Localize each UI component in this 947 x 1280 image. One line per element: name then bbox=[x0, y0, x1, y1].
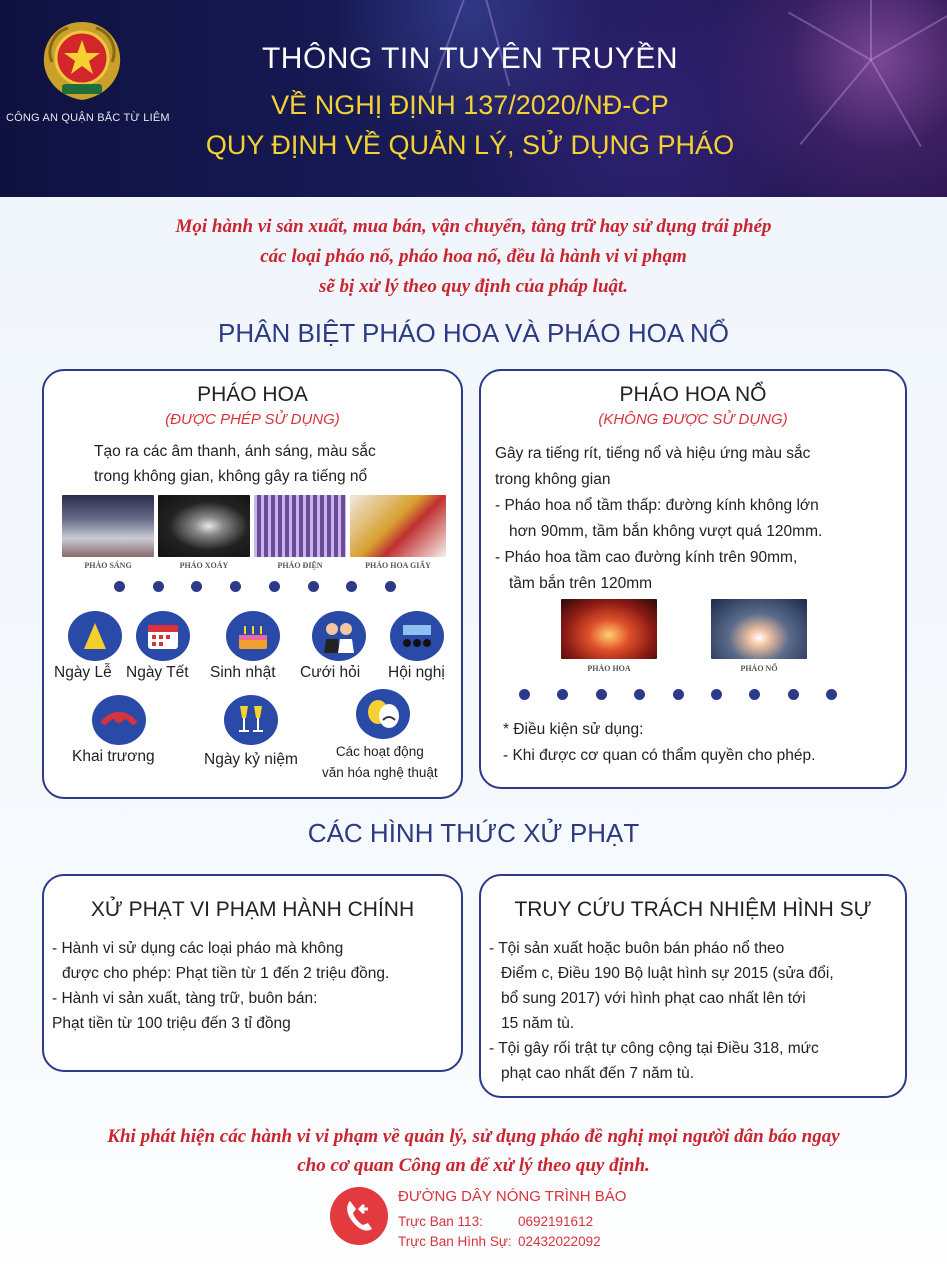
body-line: - Hành vi sản xuất, tàng trữ, buôn bán: bbox=[52, 990, 318, 1007]
panel-title: PHÁO HOA bbox=[197, 383, 308, 406]
panel-subtitle: (ĐƯỢC PHÉP SỬ DỤNG) bbox=[165, 411, 340, 428]
fireworks-photo bbox=[561, 599, 657, 659]
panel-title: PHÁO HOA NỔ bbox=[619, 383, 767, 406]
occasion-label: Ngày Tết bbox=[126, 664, 189, 681]
fireworks-allowed-panel bbox=[42, 369, 463, 799]
panel-description bbox=[495, 441, 822, 597]
photo-caption: PHÁO NỔ bbox=[740, 664, 778, 673]
sparkler-photo bbox=[62, 495, 154, 557]
page-subtitle-decree: VỀ NGHỊ ĐỊNH 137/2020/NĐ-CP bbox=[271, 90, 669, 120]
description-line: Gây ra tiếng rít, tiếng nổ và hiệu ứng màu sắc bbox=[495, 445, 811, 462]
body-line: - Tội gây rối trật tự công cộng tại Điều 318, mức bbox=[489, 1040, 819, 1057]
hotline-label: Trực Ban Hình Sự: bbox=[398, 1234, 512, 1249]
conditions-text: - Khi được cơ quan có thẩm quyền cho phép. bbox=[503, 747, 816, 764]
occasion-label: Cưới hỏi bbox=[300, 664, 361, 681]
body-line: 15 năm tù. bbox=[501, 1015, 575, 1032]
intro-line: Mọi hành vi sản xuất, mua bán, vận chuyển, tàng trữ hay sử dụng trái phép bbox=[175, 216, 772, 237]
panel-title: XỬ PHẠT VI PHẠM HÀNH CHÍNH bbox=[90, 898, 415, 921]
body-line: được cho phép: Phạt tiền từ 1 đến 2 triệu đồng. bbox=[62, 965, 390, 982]
occasion-label: Khai trương bbox=[72, 748, 155, 765]
electric-firework-photo bbox=[254, 495, 346, 557]
phone-hotline-icon bbox=[330, 1187, 388, 1245]
photo-caption: PHÁO HOA bbox=[587, 664, 631, 673]
occasion-label-line: Các hoạt động bbox=[335, 744, 424, 759]
photo-caption: PHÁO HOA GIẤY bbox=[365, 561, 431, 570]
body-line: - Tội sản xuất hoặc buôn bán pháo nổ theo bbox=[489, 940, 785, 957]
page-subtitle-scope: QUY ĐỊNH VỀ QUẢN LÝ, SỬ DỤNG PHÁO bbox=[205, 130, 735, 160]
holiday-icon bbox=[68, 611, 122, 661]
body-line: Điểm c, Điều 190 Bộ luật hình sự 2015 (sửa đổi, bbox=[501, 965, 834, 982]
cta-line: cho cơ quan Công an để xử lý theo quy định. bbox=[297, 1155, 650, 1176]
occasion-label: Ngày Lễ bbox=[54, 664, 112, 681]
paper-firework-photo bbox=[350, 495, 446, 557]
calendar-icon bbox=[136, 611, 190, 661]
body-line: phạt cao nhất đến 7 năm tù. bbox=[501, 1065, 695, 1082]
description-line: trong không gian bbox=[495, 471, 611, 488]
body-line: - Hành vi sử dụng các loại pháo mà không bbox=[52, 940, 344, 957]
report-call-to-action bbox=[20, 1122, 927, 1180]
divider-dots bbox=[519, 689, 837, 700]
panel-title: TRUY CỨU TRÁCH NHIỆM HÌNH SỰ bbox=[514, 898, 872, 921]
intro-line: các loại pháo nổ, pháo hoa nổ, đều là hành vi vi phạm bbox=[260, 246, 687, 267]
description-line: hơn 90mm, tầm bắn không vượt quá 120mm. bbox=[509, 523, 823, 540]
administrative-penalty-panel bbox=[42, 874, 463, 1072]
photo-caption: PHÁO SÁNG bbox=[84, 561, 132, 570]
hotline-label: Trực Ban 113: bbox=[398, 1214, 483, 1229]
intro-warning bbox=[60, 212, 887, 302]
panel-body bbox=[52, 936, 389, 1036]
panel-subtitle: (KHÔNG ĐƯỢC SỬ DỤNG) bbox=[598, 411, 788, 428]
panel-description bbox=[94, 439, 376, 489]
occasion-label-culture bbox=[322, 741, 438, 783]
hotline-number[interactable]: 0692191612 bbox=[518, 1214, 594, 1229]
description-line: Tạo ra các âm thanh, ánh sáng, màu sắc bbox=[94, 443, 376, 460]
firecracker-photo bbox=[711, 599, 807, 659]
explosive-fireworks-panel bbox=[479, 369, 907, 789]
description-line: tầm bắn trên 120mm bbox=[509, 575, 653, 592]
champagne-glasses-icon bbox=[224, 695, 278, 745]
spinner-photo bbox=[158, 495, 250, 557]
panel-body bbox=[489, 936, 834, 1086]
ribbon-cutting-icon bbox=[92, 695, 146, 745]
description-line: - Pháo hoa tầm cao đường kính trên 90mm, bbox=[495, 549, 798, 566]
cta-line: Khi phát hiện các hành vi vi phạm về quản lý, sử dụng pháo đề nghị mọi người dân báo ngay bbox=[107, 1126, 840, 1147]
hotline-number[interactable]: 02432022092 bbox=[518, 1234, 601, 1249]
hotline-title: ĐƯỜNG DÂY NÓNG TRÌNH BÁO bbox=[398, 1188, 627, 1205]
body-line: Phạt tiền từ 100 triệu đến 3 tỉ đồng bbox=[52, 1015, 291, 1032]
occasion-label: Sinh nhật bbox=[210, 664, 276, 681]
header-banner bbox=[0, 0, 947, 197]
description-line: trong không gian, không gây ra tiếng nổ bbox=[94, 468, 368, 485]
divider-dots bbox=[114, 581, 396, 592]
description-line: - Pháo hoa nổ tầm thấp: đường kính không lớn bbox=[495, 497, 819, 514]
intro-line: sẽ bị xử lý theo quy định của pháp luật. bbox=[318, 276, 629, 297]
occasion-label: Hội nghị bbox=[388, 664, 445, 681]
section-title-penalties: CÁC HÌNH THỨC XỬ PHẠT bbox=[307, 818, 640, 848]
body-line: bổ sung 2017) với hình phạt cao nhất lên tới bbox=[501, 990, 806, 1007]
photo-caption: PHÁO ĐIỆN bbox=[277, 561, 323, 570]
conditions-title: * Điều kiện sử dụng: bbox=[503, 721, 644, 738]
section-title-distinguish: PHÂN BIỆT PHÁO HOA VÀ PHÁO HOA NỔ bbox=[218, 318, 729, 348]
police-emblem-icon bbox=[32, 18, 132, 104]
criminal-liability-panel bbox=[479, 874, 907, 1098]
wedding-couple-icon bbox=[312, 611, 366, 661]
birthday-cake-icon bbox=[226, 611, 280, 661]
occasion-label-line: văn hóa nghệ thuật bbox=[322, 765, 438, 780]
occasion-label: Ngày kỷ niệm bbox=[204, 751, 298, 768]
conference-icon bbox=[390, 611, 444, 661]
usage-conditions bbox=[503, 717, 815, 769]
theater-masks-icon bbox=[356, 689, 410, 739]
photo-caption: PHÁO XOÁY bbox=[179, 561, 229, 570]
page-title: THÔNG TIN TUYÊN TRUYỀN bbox=[261, 42, 679, 75]
logo-caption: CÔNG AN QUẬN BẮC TỪ LIÊM bbox=[6, 112, 170, 124]
